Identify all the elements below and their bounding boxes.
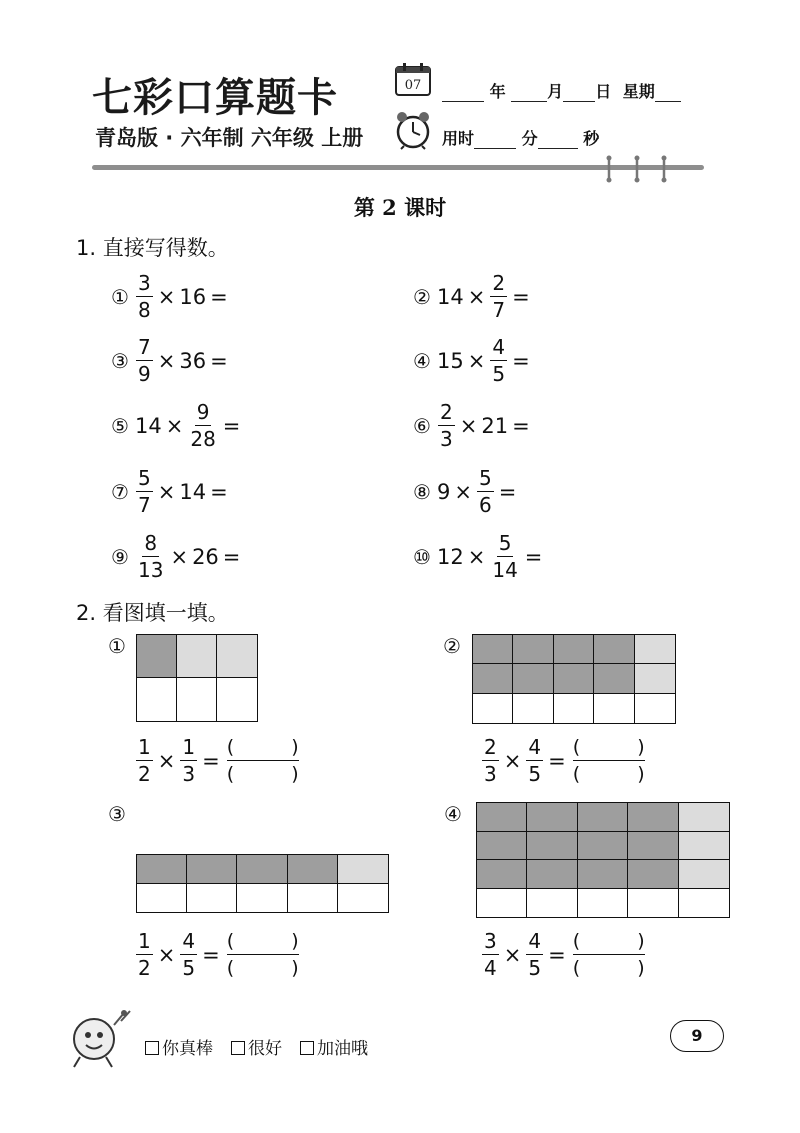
weekday-label: 星期 <box>622 82 655 101</box>
problem-number: ⑧ <box>413 479 431 504</box>
problem-number: ⑩ <box>413 544 431 569</box>
calendar-day: 07 <box>404 78 422 93</box>
fraction-grid-3 <box>136 854 389 913</box>
alarm-clock-icon <box>393 110 433 150</box>
edition-subtitle: 青岛版 · 六年制 六年级 上册 <box>95 126 364 150</box>
answer-fraction-blank[interactable]: ( ) ( ) <box>572 736 645 785</box>
answer-fraction-blank[interactable]: ( ) ( ) <box>226 736 299 785</box>
problem-number: ⑤ <box>111 413 129 438</box>
rating-option[interactable]: 很好 <box>231 1034 282 1059</box>
time-fill-line <box>442 126 599 149</box>
day-blank[interactable] <box>563 85 595 102</box>
month-blank[interactable] <box>511 85 547 102</box>
fraction: $\frac{5}{6}$ <box>478 466 492 517</box>
section1-title: 1. 直接写得数。 <box>76 236 229 260</box>
seconds-blank[interactable] <box>538 132 578 149</box>
fraction: $\frac{3}{8}$ <box>138 271 151 322</box>
day-label: 日 <box>595 82 612 101</box>
minutes-blank[interactable] <box>474 132 516 149</box>
weekday-blank[interactable] <box>655 85 681 102</box>
fraction: $\frac{4}{5}$ <box>492 335 506 386</box>
checkbox-icon[interactable] <box>145 1041 159 1055</box>
problem-1: ① $\frac{3}{8}$ × 16 = <box>106 272 231 321</box>
checkbox-icon[interactable] <box>231 1041 245 1055</box>
problem-number: ① <box>111 284 129 309</box>
fraction: $\frac{2}{7}$ <box>492 271 506 322</box>
problem-10: ⑩ 12 × $\frac{5}{14}$ = <box>408 532 545 581</box>
binder-rings-icon <box>604 154 668 184</box>
minutes-label: 分 <box>521 129 538 148</box>
figure-number: ② <box>443 634 461 658</box>
brand-title: 七彩口算题卡 <box>92 74 338 121</box>
fill-in-1: $\frac{1}{2}$ × $\frac{1}{3}$ = ( ) ( ) <box>138 735 299 786</box>
problem-number: ⑥ <box>413 413 431 438</box>
mascot-icon <box>66 1005 136 1070</box>
answer-fraction-blank[interactable]: ( ) ( ) <box>572 930 645 979</box>
fill-in-4: $\frac{3}{4}$ × $\frac{4}{5}$ = ( ) ( ) <box>484 929 645 980</box>
checkbox-icon[interactable] <box>300 1041 314 1055</box>
fraction-grid-1 <box>136 634 258 722</box>
section2-title: 2. 看图填一填。 <box>76 601 229 625</box>
rating-option[interactable]: 加油哦 <box>300 1034 368 1059</box>
problem-7: ⑦ $\frac{5}{7}$ × 14 = <box>106 467 231 516</box>
fraction: $\frac{2}{3}$ <box>440 400 453 451</box>
time-used-label: 用时 <box>442 129 475 148</box>
answer-fraction-blank[interactable]: ( ) ( ) <box>226 930 299 979</box>
fraction: $\frac{5}{14}$ <box>492 531 518 582</box>
problem-6: ⑥ $\frac{2}{3}$ × 21 = <box>408 401 533 450</box>
problem-5: ⑤ 14 × $\frac{9}{28}$ = <box>106 401 243 450</box>
problem-4: ④ 15 × $\frac{4}{5}$ = <box>408 336 533 385</box>
problem-2: ② 14 × $\frac{2}{7}$ = <box>408 272 533 321</box>
seconds-label: 秒 <box>583 129 600 148</box>
problem-9: ⑨ $\frac{8}{13}$ × 26 = <box>106 532 243 581</box>
figure-number: ④ <box>444 802 462 826</box>
fill-in-3: $\frac{1}{2}$ × $\frac{4}{5}$ = ( ) ( ) <box>138 929 299 980</box>
problem-number: ⑨ <box>111 544 129 569</box>
month-label: 月 <box>547 82 564 101</box>
problem-number: ④ <box>413 348 431 373</box>
self-rating <box>145 1034 368 1059</box>
problem-number: ② <box>413 284 431 309</box>
problem-3: ③ $\frac{7}{9}$ × 36 = <box>106 336 231 385</box>
fraction-grid-4 <box>476 802 730 918</box>
figure-number: ③ <box>108 802 126 826</box>
fill-in-2: $\frac{2}{3}$ × $\frac{4}{5}$ = ( ) ( ) <box>484 735 645 786</box>
fraction: $\frac{5}{7}$ <box>138 466 151 517</box>
fraction: $\frac{7}{9}$ <box>138 335 151 386</box>
fraction-grid-2 <box>472 634 676 724</box>
page-number: 9 <box>670 1020 724 1052</box>
fraction: $\frac{9}{28}$ <box>190 400 216 451</box>
calendar-icon <box>395 62 431 96</box>
rating-option[interactable]: 你真棒 <box>145 1034 213 1059</box>
date-fill-line <box>442 79 681 102</box>
problem-number: ⑦ <box>111 479 129 504</box>
year-label: 年 <box>489 82 506 101</box>
figure-number: ① <box>108 634 126 658</box>
fraction: $\frac{8}{13}$ <box>138 531 164 582</box>
problem-number: ③ <box>111 348 129 373</box>
year-blank[interactable] <box>442 85 484 102</box>
problem-8: ⑧ 9 × $\frac{5}{6}$ = <box>408 467 519 516</box>
lesson-title: 第 2 课时 <box>353 195 447 220</box>
